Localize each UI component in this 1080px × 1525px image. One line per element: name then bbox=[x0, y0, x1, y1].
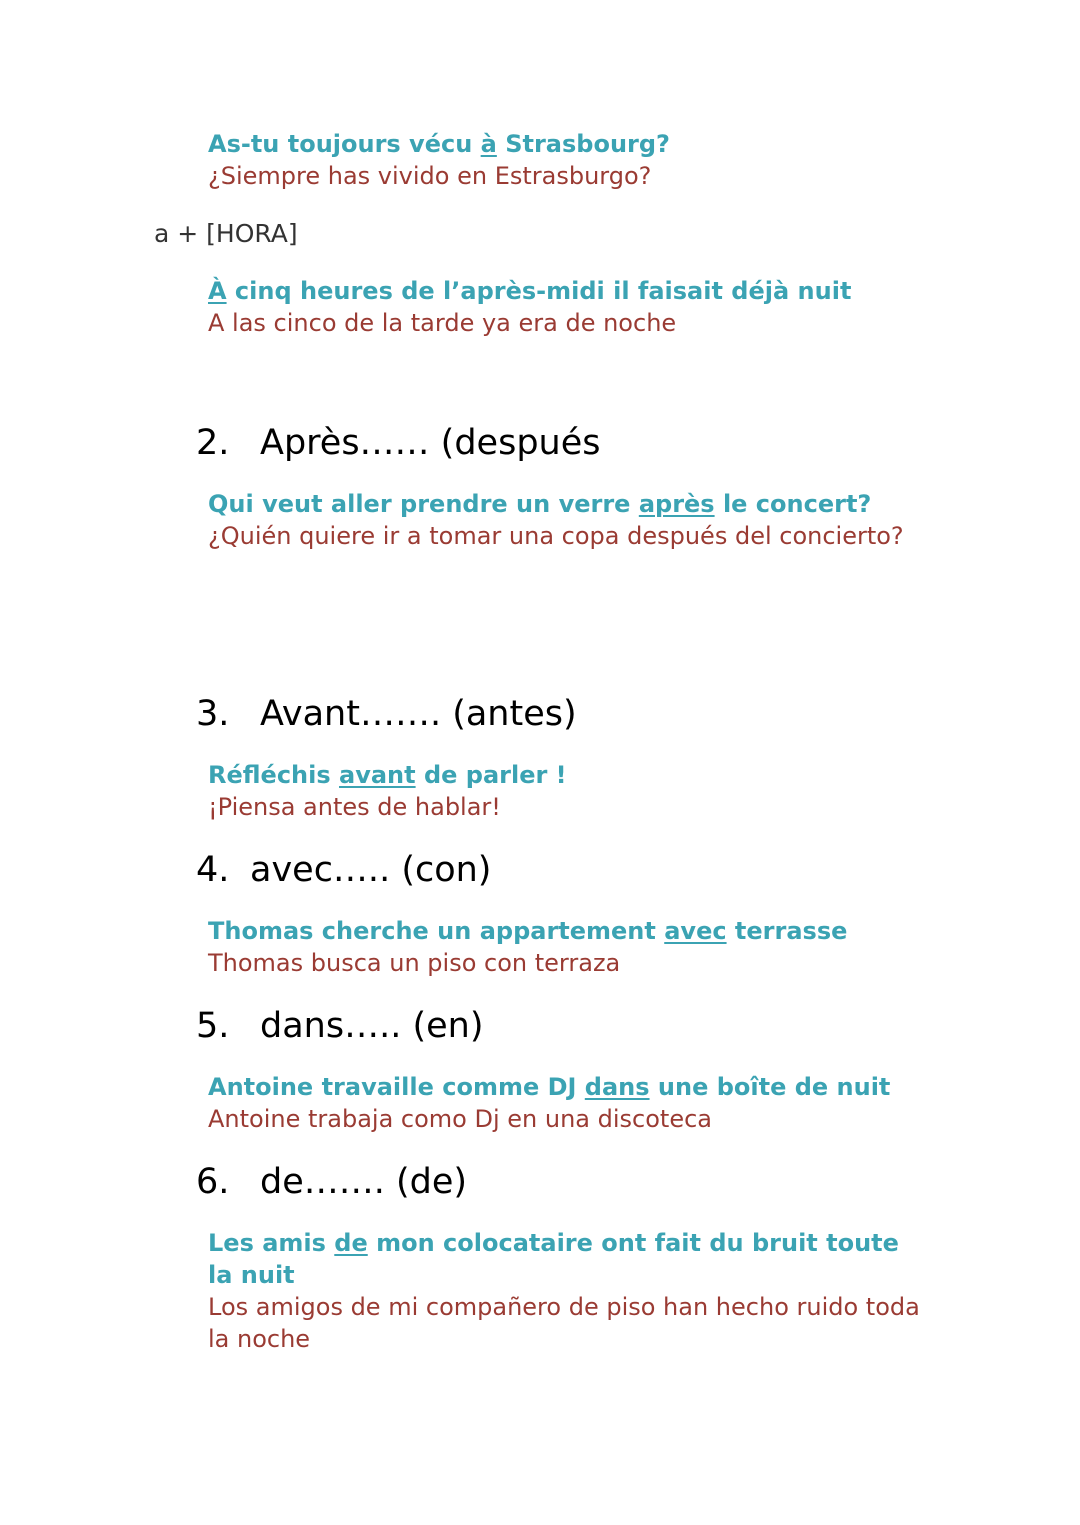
section-heading-de: 6. de……. (de) bbox=[196, 1162, 468, 1202]
rule-a-hora: a + [HORA] bbox=[154, 219, 298, 248]
keyword-apres: après bbox=[638, 490, 715, 518]
example-spanish-apres: ¿Quién quiere ir a tomar una copa después del concierto? bbox=[208, 522, 904, 550]
example-french-avec: Thomas cherche un appartement avec terrasse bbox=[208, 917, 848, 945]
example-spanish-avant: ¡Piensa antes de hablar! bbox=[208, 793, 501, 821]
keyword-dans: dans bbox=[584, 1073, 650, 1101]
example-french-strasbourg: As-tu toujours vécu à Strasbourg? bbox=[208, 130, 670, 158]
keyword-avant: avant bbox=[339, 761, 416, 789]
keyword-avec: avec bbox=[664, 917, 727, 945]
example-french-dans: Antoine travaille comme DJ dans une boîte de nuit bbox=[208, 1073, 891, 1101]
section-heading-apres: 2. Après…… (después bbox=[196, 423, 601, 463]
section-heading-avec: 4. avec….. (con) bbox=[196, 850, 492, 890]
example-spanish-de: Los amigos de mi compañero de piso han hecho ruido toda la noche bbox=[208, 1293, 920, 1353]
keyword-de: de bbox=[334, 1229, 368, 1257]
keyword-a: à bbox=[480, 130, 497, 158]
example-french-de: Les amis de mon colocataire ont fait du bruit toute la nuit bbox=[208, 1229, 899, 1289]
keyword-a-capital: À bbox=[208, 277, 227, 305]
section-heading-avant: 3. Avant……. (antes) bbox=[196, 694, 577, 734]
section-heading-dans: 5. dans….. (en) bbox=[196, 1006, 484, 1046]
example-french-cinq-heures: À cinq heures de l’après-midi il faisait déjà nuit bbox=[208, 277, 852, 305]
example-spanish-dans: Antoine trabaja como Dj en una discoteca bbox=[208, 1105, 712, 1133]
example-french-apres: Qui veut aller prendre un verre après le concert? bbox=[208, 490, 872, 518]
example-french-avant: Réfléchis avant de parler ! bbox=[208, 761, 567, 789]
example-spanish-cinq-heures: A las cinco de la tarde ya era de noche bbox=[208, 309, 677, 337]
example-spanish-avec: Thomas busca un piso con terraza bbox=[208, 949, 621, 977]
example-spanish-strasbourg: ¿Siempre has vivido en Estrasburgo? bbox=[208, 162, 652, 190]
